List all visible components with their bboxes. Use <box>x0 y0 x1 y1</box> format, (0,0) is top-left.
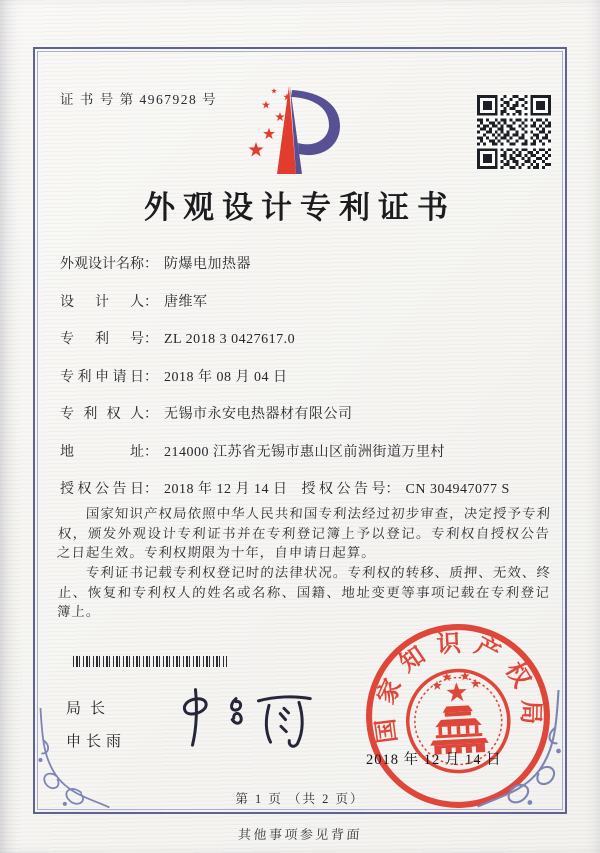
barcode <box>73 656 227 667</box>
field-label: 外观设计名称 <box>60 257 144 272</box>
body-text <box>58 504 550 622</box>
field-value: 无锡市永安电热器材有限公司 <box>164 407 353 422</box>
field-label: 专利申请日 <box>60 369 144 385</box>
field-row-filing-date <box>60 366 552 389</box>
field-colon: ： <box>144 294 158 310</box>
field-colon: ： <box>144 482 158 497</box>
body-paragraph-2: 专利证书记载专利权登记时的法律状况。专利权的转移、质押、无效、终止、恢复和专利权人的姓名或名称、国籍、地址变更等事项记载在专利登记簿上。 <box>56 564 552 619</box>
field-label: 设计人 <box>60 294 144 310</box>
field-row-address <box>60 441 552 464</box>
field-row-design-name <box>60 253 552 276</box>
field-value: 2018 年 12 月 14 日 <box>164 482 288 497</box>
certificate-title: 外观设计专利证书 <box>144 190 456 225</box>
field-colon: ： <box>144 332 158 347</box>
field-row-grant <box>60 478 552 501</box>
field-label: 地址 <box>60 444 144 460</box>
field-value: 唐维军 <box>164 294 208 310</box>
field-value: ZL 2018 3 0427617.0 <box>164 332 296 347</box>
field-colon: ： <box>385 482 400 497</box>
officer-name: 申长雨 <box>66 734 127 750</box>
field-row-patentee <box>60 403 552 426</box>
field-colon: ： <box>144 407 158 422</box>
field-value: 214000 江苏省无锡市惠山区前洲街道万里村 <box>164 444 445 460</box>
cnipa-logo-icon <box>243 82 355 178</box>
field-pair-grant-no <box>302 478 510 501</box>
field-label: 授权公告日 <box>60 482 144 497</box>
body-paragraph-1: 国家知识产权局依照中华人民共和国专利法经过初步审查，决定授予专利权，颁发外观设计专利证书并在专利登记簿上予以登记。专利权自授权公告之日起生效。专利权期限为十年，自申请日起算。 <box>56 506 552 561</box>
field-pair-grant-date <box>60 478 288 501</box>
field-colon: ： <box>144 369 158 385</box>
qr-code-icon <box>477 95 551 169</box>
page-number: 第 1 页 （共 2 页） <box>235 792 365 806</box>
back-side-note: 其他事项参见背面 <box>237 827 363 842</box>
officer-title: 局长 <box>66 701 115 717</box>
field-label: 专利权人 <box>60 407 144 422</box>
field-colon: ： <box>144 257 158 272</box>
seal-ring-text: 国家知识产权局 <box>370 629 545 745</box>
field-value: 防爆电加热器 <box>164 257 251 272</box>
fields-section <box>60 253 552 516</box>
certificate-number: 证 书 号 第 4967928 号 <box>60 92 218 107</box>
field-label: 专利号 <box>60 332 144 347</box>
field-label: 授权公告号 <box>301 482 386 497</box>
seal-date: 2018 年 12 月 14 日 <box>366 752 502 768</box>
field-value: 2018 年 08 月 04 日 <box>164 369 288 385</box>
field-row-designer <box>60 291 552 314</box>
field-colon: ： <box>144 444 158 460</box>
director-signature-icon <box>170 684 320 750</box>
field-row-patent-no <box>60 328 552 351</box>
field-value: CN 304947077 S <box>405 482 510 497</box>
